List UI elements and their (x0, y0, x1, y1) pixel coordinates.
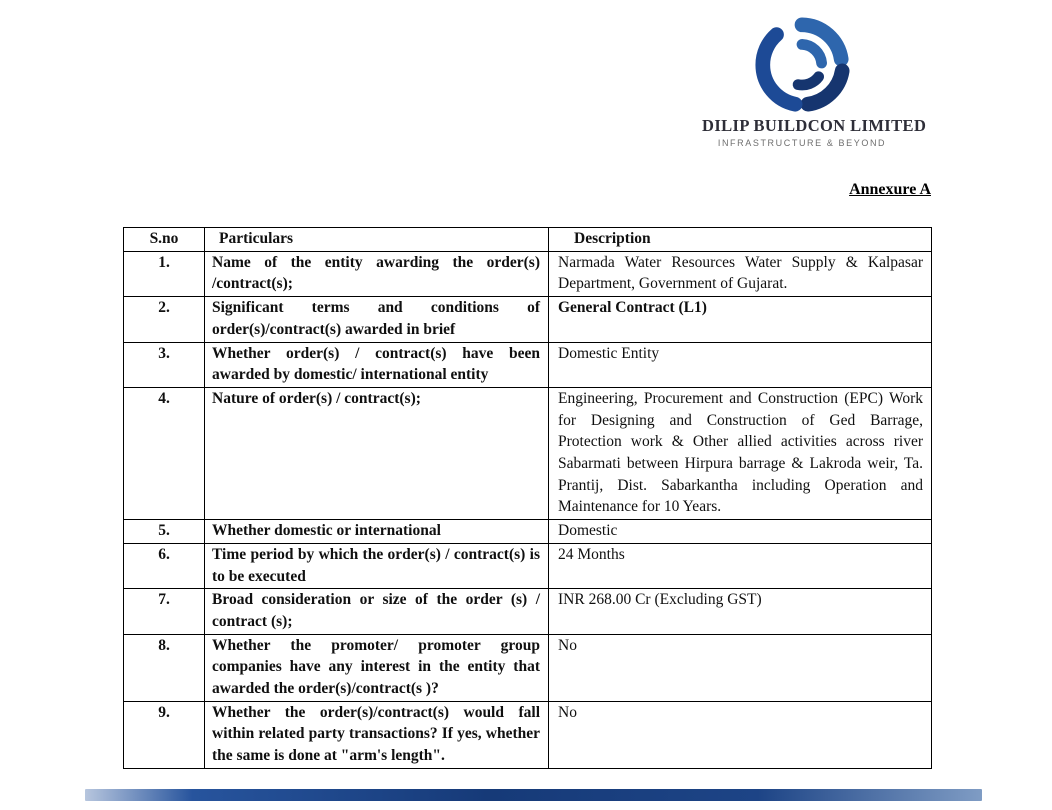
sno-cell: 1. (124, 251, 205, 296)
description-cell: Engineering, Procurement and Construction (EPC) Work for Designing and Construction of Ged Barrage, Protection work & Other allied activities across river Sabarmati between Hirpura barrage & Lakroda weir, Ta. Prantij, Dist. Sabarkantha including Operation and Maintenance for 10 Years. (549, 387, 932, 519)
particulars-cell: Time period by which the order(s) / contract(s) is to be executed (205, 543, 549, 588)
table-row (124, 520, 932, 544)
sno-cell: 2. (124, 297, 205, 342)
contract-details-table (123, 227, 932, 769)
company-tagline: INFRASTRUCTURE & BEYOND (717, 138, 887, 148)
table-row (124, 297, 932, 342)
sno-cell: 5. (124, 520, 205, 544)
description-cell: 24 Months (549, 543, 932, 588)
column-header-particulars: Particulars (205, 228, 549, 252)
sno-cell: 6. (124, 543, 205, 588)
swirl-wave-icon (753, 16, 851, 114)
particulars-cell: Nature of order(s) / contract(s); (205, 387, 549, 519)
table-header-row (124, 228, 932, 252)
table-row (124, 543, 932, 588)
table-row (124, 251, 932, 296)
table-row (124, 589, 932, 634)
description-cell: No (549, 634, 932, 701)
sno-cell: 8. (124, 634, 205, 701)
description-cell: Domestic Entity (549, 342, 932, 387)
column-header-description: Description (549, 228, 932, 252)
sno-cell: 4. (124, 387, 205, 519)
column-header-sno: S.no (124, 228, 205, 252)
table-row (124, 701, 932, 768)
table-row (124, 342, 932, 387)
description-cell: INR 268.00 Cr (Excluding GST) (549, 589, 932, 634)
description-cell: No (549, 701, 932, 768)
sno-cell: 9. (124, 701, 205, 768)
description-cell: Narmada Water Resources Water Supply & Kalpasar Department, Government of Gujarat. (549, 251, 932, 296)
description-cell: General Contract (L1) (549, 297, 932, 342)
letterhead-footer-stripe (85, 789, 982, 801)
particulars-cell: Name of the entity awarding the order(s) /contract(s); (205, 251, 549, 296)
table-row (124, 387, 932, 519)
table-row (124, 634, 932, 701)
particulars-cell: Broad consideration or size of the order (s) / contract (s); (205, 589, 549, 634)
sno-cell: 7. (124, 589, 205, 634)
company-name: DILIP BUILDCON LIMITED (702, 116, 927, 135)
sno-cell: 3. (124, 342, 205, 387)
particulars-cell: Whether the order(s)/contract(s) would fall within related party transactions? If yes, whether the same is done at "arm's length". (205, 701, 549, 768)
particulars-cell: Significant terms and conditions of order(s)/contract(s) awarded in brief (205, 297, 549, 342)
description-cell: Domestic (549, 520, 932, 544)
letterhead (702, 16, 927, 148)
particulars-cell: Whether domestic or international (205, 520, 549, 544)
particulars-cell: Whether the promoter/ promoter group companies have any interest in the entity that awarded the order(s)/contract(s )? (205, 634, 549, 701)
annexure-heading: Annexure A (849, 181, 931, 198)
particulars-cell: Whether order(s) / contract(s) have been awarded by domestic/ international entity (205, 342, 549, 387)
